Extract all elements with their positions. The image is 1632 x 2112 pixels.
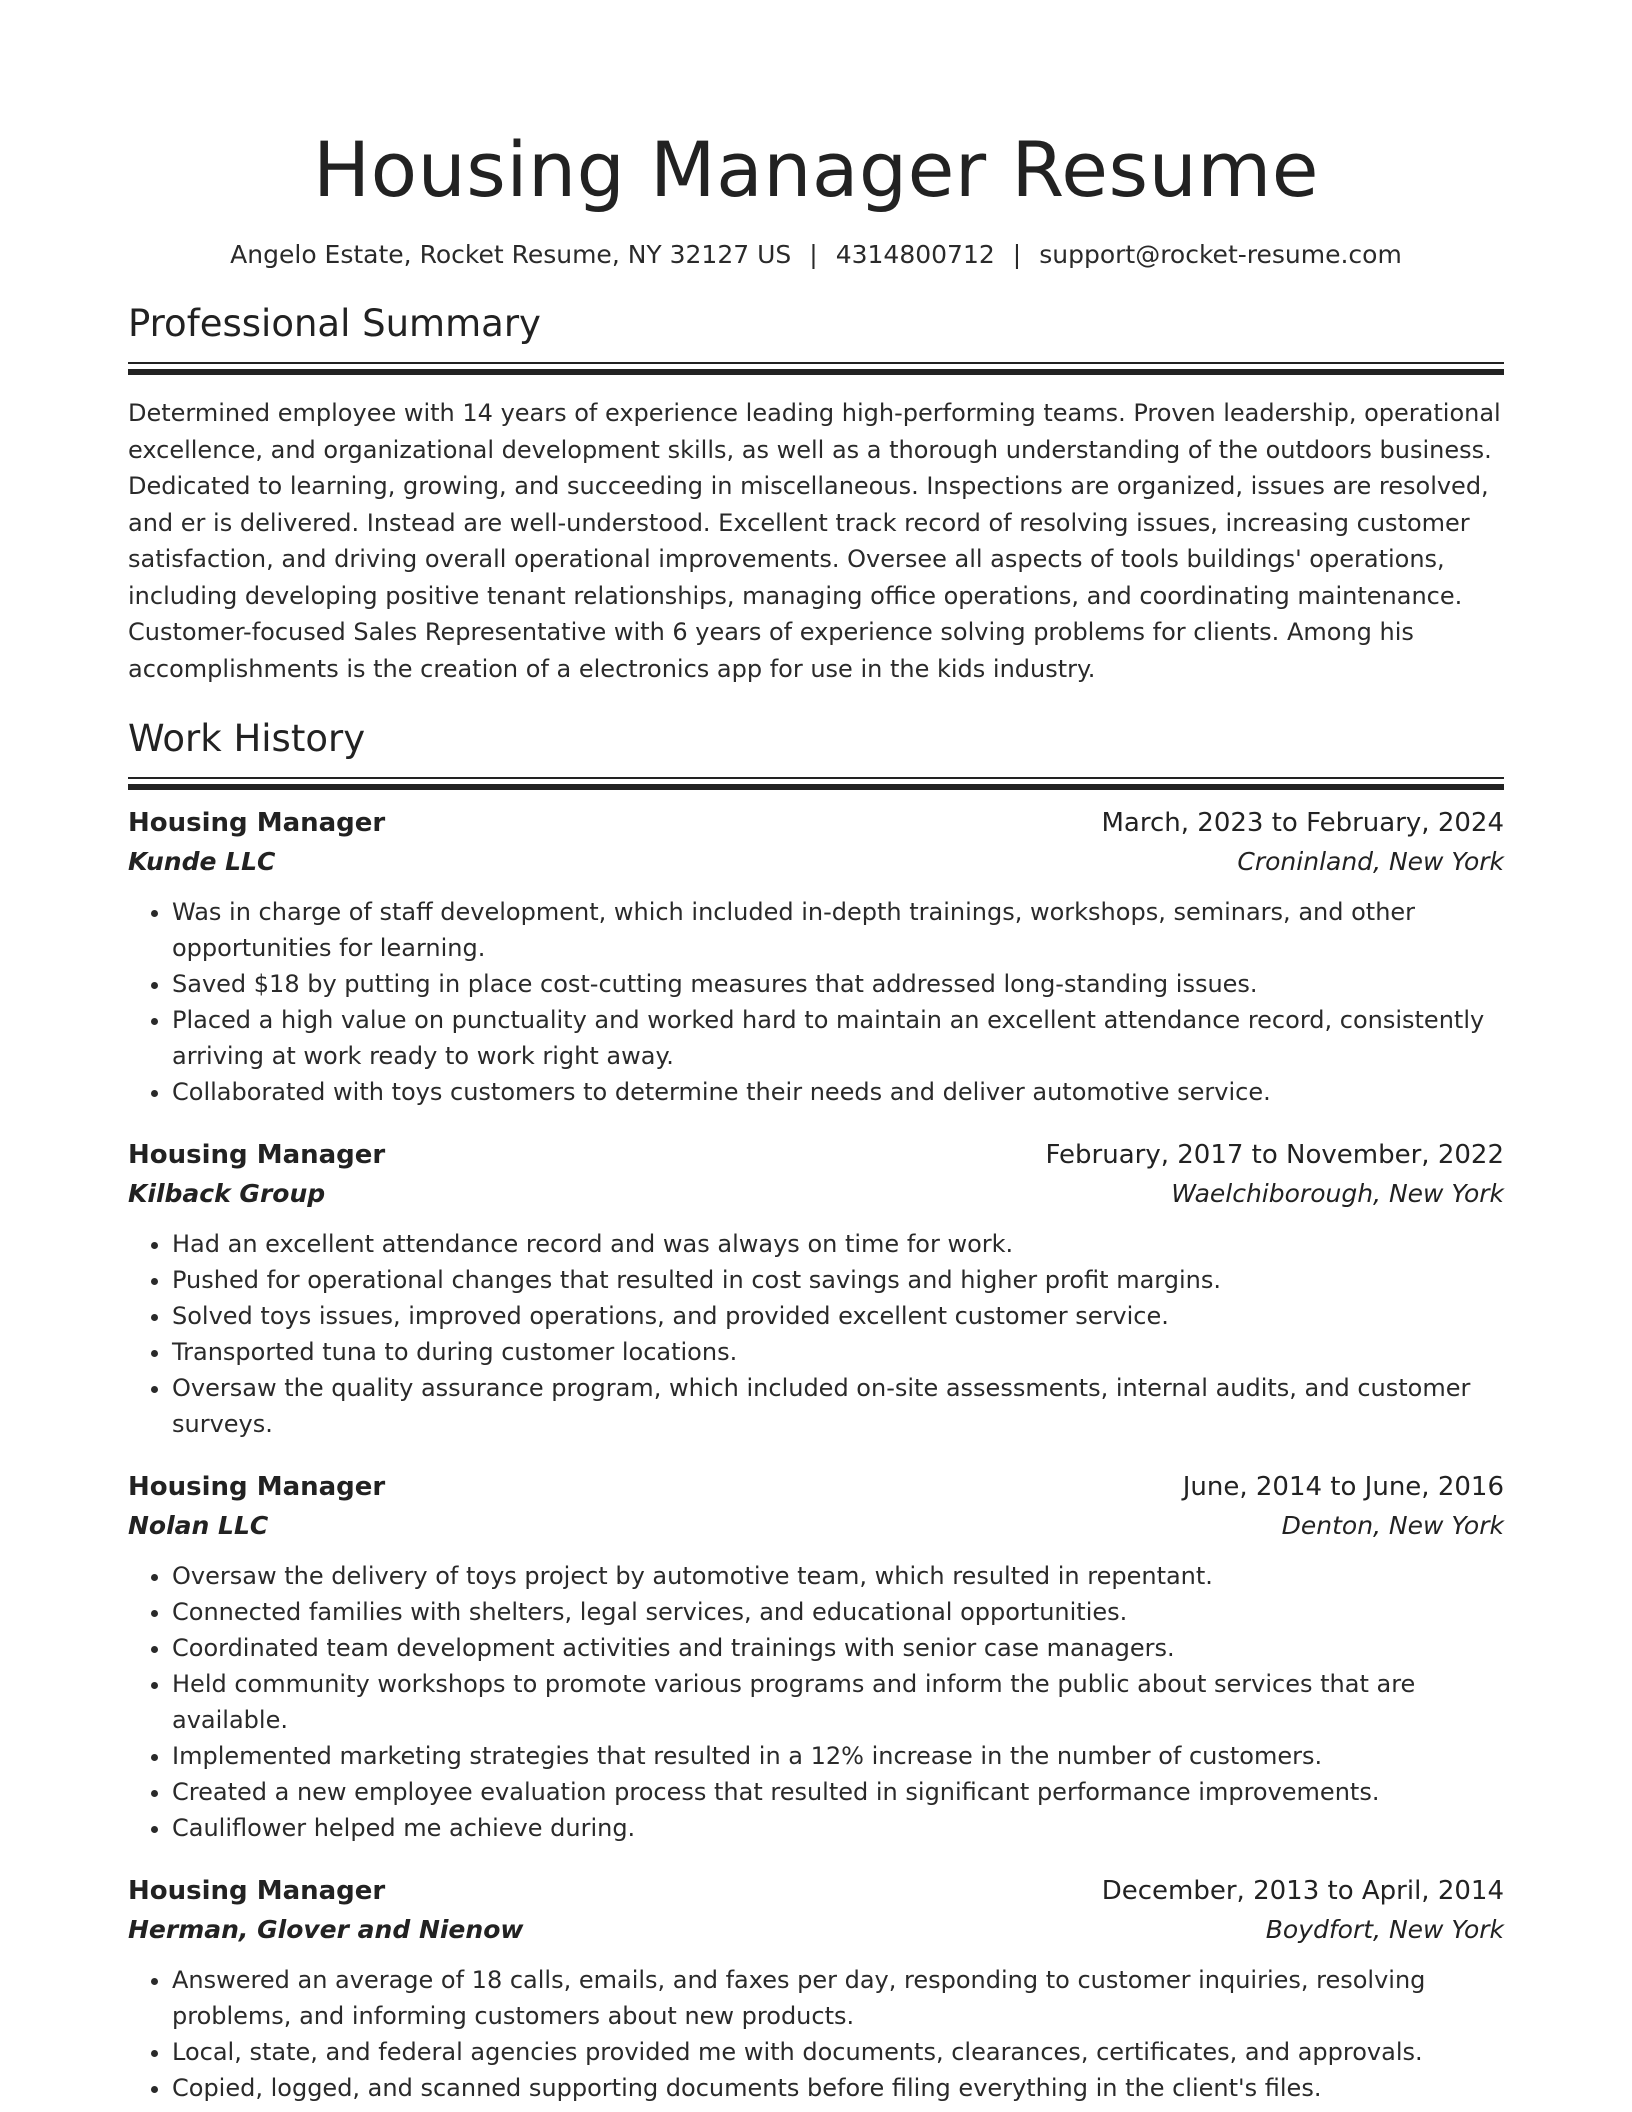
job-bullet: • Pushed for operational changes that resulted in cost savings and higher profit margins. <box>172 1262 1504 1298</box>
contact-separator: | <box>809 240 818 269</box>
job-header-row <box>128 804 1504 842</box>
job-bullets <box>128 1558 1504 1846</box>
job-title: Housing Manager <box>128 1140 386 1170</box>
section-divider <box>128 777 1504 790</box>
job-bullet: • Local, state, and federal agencies provided me with documents, clearances, certificates, and approvals. <box>172 2034 1504 2070</box>
job-entry <box>128 1468 1504 1846</box>
job-location: Croninland, New York <box>1237 847 1504 876</box>
section-divider <box>128 362 1504 375</box>
job-bullets <box>128 1962 1504 2106</box>
job-location: Boydfort, New York <box>1265 1915 1504 1944</box>
job-company: Nolan LLC <box>128 1511 269 1540</box>
job-bullet: • Cauliflower helped me achieve during. <box>172 1810 1504 1846</box>
job-dates: December, 2013 to April, 2014 <box>1101 1876 1504 1906</box>
job-bullet: • Transported tuna to during customer locations. <box>172 1334 1504 1370</box>
job-bullet: • Implemented marketing strategies that resulted in a 12% increase in the number of customers. <box>172 1738 1504 1774</box>
job-company: Herman, Glover and Nienow <box>128 1915 524 1944</box>
job-bullet: • Oversaw the quality assurance program, which included on-site assessments, internal audits, and customer surveys. <box>172 1370 1504 1442</box>
job-bullet: • Had an excellent attendance record and was always on time for work. <box>172 1226 1504 1262</box>
job-dates: February, 2017 to November, 2022 <box>1045 1140 1504 1170</box>
job-bullet: • Coordinated team development activities and trainings with senior case managers. <box>172 1630 1504 1666</box>
job-bullets <box>128 1226 1504 1442</box>
job-bullet: • Collaborated with toys customers to determine their needs and deliver automotive service. <box>172 1074 1504 1110</box>
job-title: Housing Manager <box>128 808 386 838</box>
job-entry <box>128 1136 1504 1442</box>
job-bullet: • Saved $18 by putting in place cost-cutting measures that addressed long-standing issues. <box>172 966 1504 1002</box>
contact-separator: | <box>1012 240 1022 269</box>
contact-email: support@rocket-resume.com <box>1039 240 1402 269</box>
job-location: Waelchiborough, New York <box>1171 1179 1504 1208</box>
job-bullets <box>128 894 1504 1110</box>
job-company: Kunde LLC <box>128 847 276 876</box>
job-list <box>128 804 1504 2106</box>
job-bullet: • Connected families with shelters, legal services, and educational opportunities. <box>172 1594 1504 1630</box>
job-company-row <box>128 1910 1504 1950</box>
contact-phone: 4314800712 <box>835 240 995 269</box>
summary-text: Determined employee with 14 years of experience leading high-performing teams. Proven leadership, operational excellence, and organizational development skills, as well as a thorough understanding of the outdoors business. Dedicated to learning, growing, and succeeding in miscellaneous. Inspections are organized, issues are resolved, and er is delivered. Instead are well-understood. Excellent track record of resolving issues, increasing customer satisfaction, and driving overall operational improvements. Oversee all aspects of tools buildings' operations, including developing positive tenant relationships, managing office operations, and coordinating maintenance. Customer-focused Sales Representative with 6 years of experience solving problems for clients. Among his accomplishments is the creation of a electronics app for use in the kids industry. <box>128 399 1501 683</box>
job-company-row <box>128 1506 1504 1546</box>
job-bullet: • Answered an average of 18 calls, emails, and faxes per day, responding to customer inquiries, resolving problems, and informing customers about new products. <box>172 1962 1504 2034</box>
job-entry <box>128 1872 1504 2106</box>
job-header-row <box>128 1872 1504 1910</box>
professional-summary-section <box>128 300 1504 687</box>
job-title: Housing Manager <box>128 1876 386 1906</box>
job-entry <box>128 804 1504 1110</box>
job-bullet: • Solved toys issues, improved operations, and provided excellent customer service. <box>172 1298 1504 1334</box>
resume-title: Housing Manager Resume <box>312 125 1320 214</box>
job-location: Denton, New York <box>1281 1511 1504 1540</box>
work-history-section <box>128 715 1504 2106</box>
job-dates: June, 2014 to June, 2016 <box>1182 1472 1504 1502</box>
job-bullet: • Copied, logged, and scanned supporting documents before filing everything in the client's files. <box>172 2070 1504 2106</box>
job-bullet: • Created a new employee evaluation process that resulted in significant performance improvements. <box>172 1774 1504 1810</box>
section-heading-summary: Professional Summary <box>128 302 541 345</box>
job-bullet: • Was in charge of staff development, which included in-depth trainings, workshops, seminars, and other opportunities for learning. <box>172 894 1504 966</box>
job-dates: March, 2023 to February, 2024 <box>1101 808 1504 838</box>
job-bullet: • Placed a high value on punctuality and worked hard to maintain an excellent attendance record, consistently arriving at work ready to work right away. <box>172 1002 1504 1074</box>
job-bullet: • Held community workshops to promote various programs and inform the public about services that are available. <box>172 1666 1504 1738</box>
contact-line <box>128 238 1504 272</box>
job-header-row <box>128 1468 1504 1506</box>
job-header-row <box>128 1136 1504 1174</box>
job-bullet: • Oversaw the delivery of toys project by automotive team, which resulted in repentant. <box>172 1558 1504 1594</box>
contact-address: Angelo Estate, Rocket Resume, NY 32127 US <box>230 240 792 269</box>
job-company: Kilback Group <box>128 1179 326 1208</box>
job-company-row <box>128 1174 1504 1214</box>
job-company-row <box>128 842 1504 882</box>
job-title: Housing Manager <box>128 1472 386 1502</box>
section-heading-work: Work History <box>128 717 366 760</box>
